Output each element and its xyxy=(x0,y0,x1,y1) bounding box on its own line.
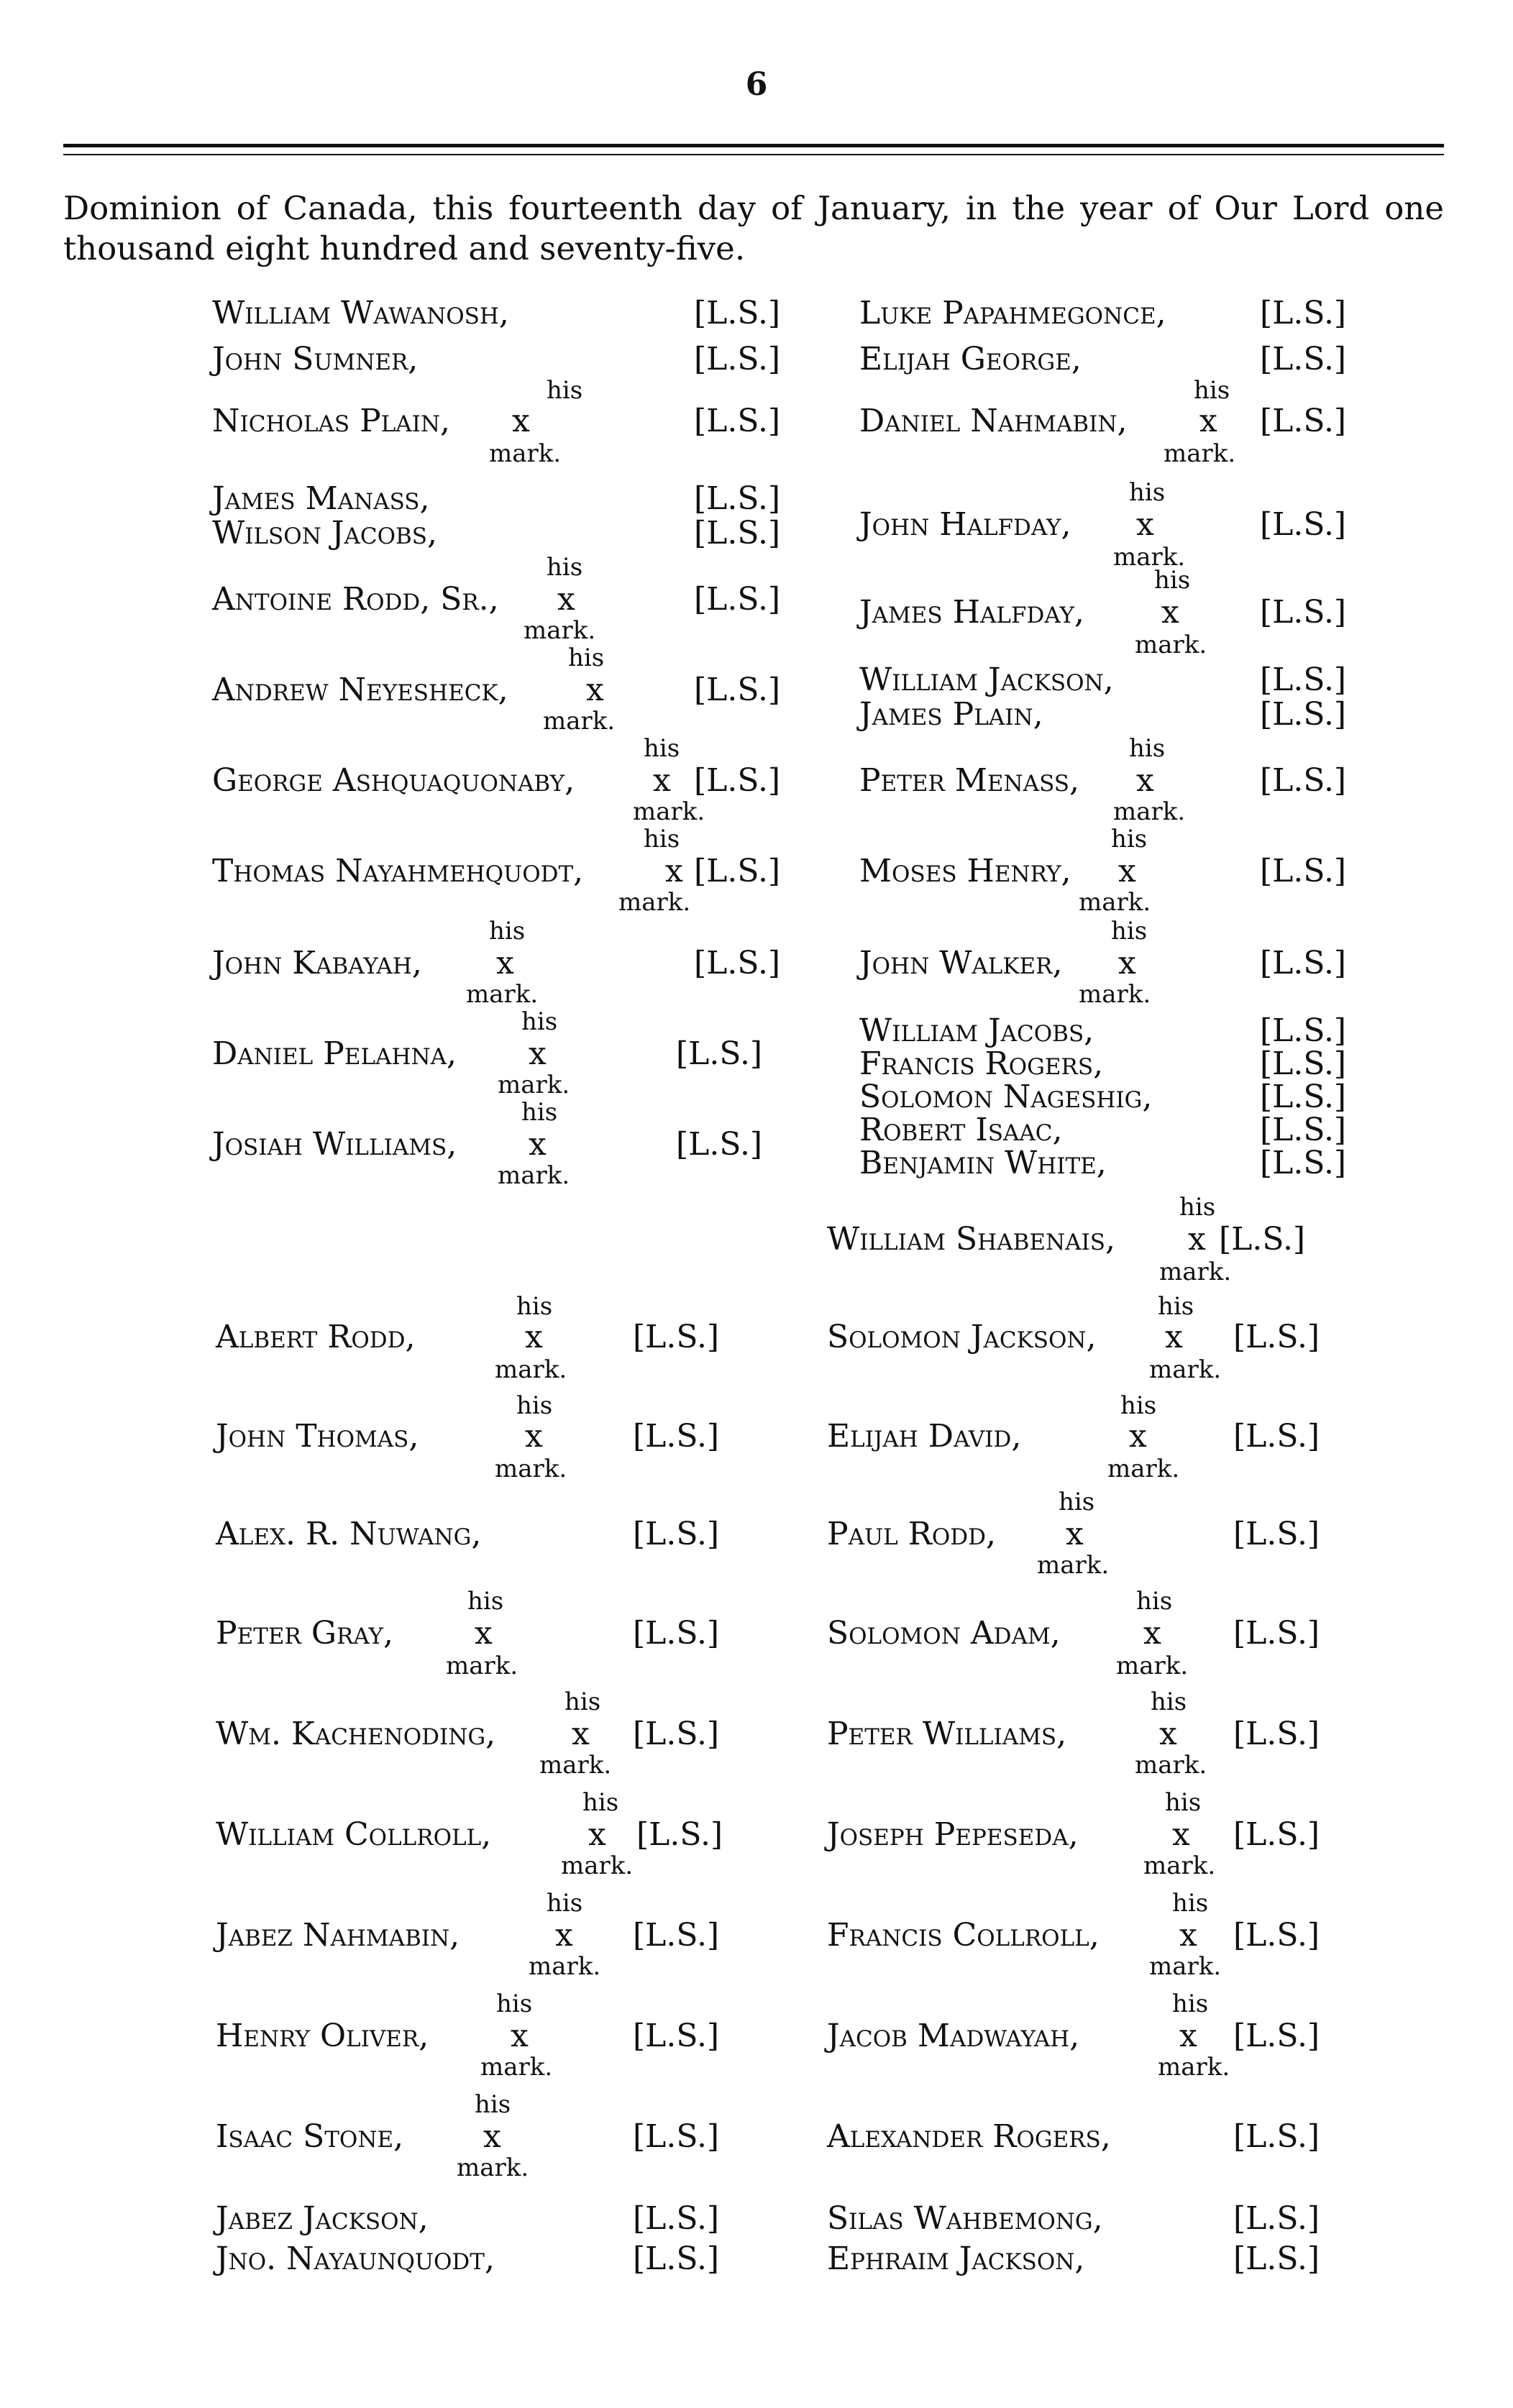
seal: [L.S.] xyxy=(676,1126,763,1163)
mark-label: mark. xyxy=(529,1952,601,1981)
signatory-name: Thomas Nayahmehquodt, xyxy=(212,853,584,889)
x-mark: x xyxy=(1179,1917,1197,1954)
mark-label: mark. xyxy=(1143,1851,1216,1880)
seal: [L.S.] xyxy=(1260,295,1347,331)
signatory-name: John Walker, xyxy=(859,945,1063,981)
signatory-name: Josiah Williams, xyxy=(212,1126,457,1163)
x-mark: x xyxy=(555,1917,573,1954)
his-label: his xyxy=(564,1688,601,1716)
seal: [L.S.] xyxy=(633,1917,720,1954)
signatory-name: John Thomas, xyxy=(216,1418,419,1455)
his-label: his xyxy=(475,2090,511,2119)
mark-label: mark. xyxy=(480,2053,553,2082)
his-label: his xyxy=(516,1391,553,1420)
x-mark: x xyxy=(572,1716,590,1752)
signatory-name: Peter Menass, xyxy=(859,762,1079,799)
signatory-name: Robert Isaac, xyxy=(859,1112,1063,1148)
x-mark: x xyxy=(1199,403,1217,439)
x-mark: x xyxy=(1161,594,1179,631)
x-mark: x xyxy=(1118,853,1136,889)
his-label: his xyxy=(644,825,680,853)
signatory-name: Antoine Rodd, Sr., xyxy=(212,581,499,618)
mark-label: mark. xyxy=(498,1071,570,1099)
x-mark: x xyxy=(1179,2018,1197,2054)
signatory-name: William Jackson, xyxy=(859,661,1114,698)
seal: [L.S.] xyxy=(633,1418,720,1455)
signatory-name: Francis Collroll, xyxy=(827,1917,1100,1954)
mark-label: mark. xyxy=(489,439,562,468)
signatory-name: Jno. Nayaunquodt, xyxy=(216,2240,495,2277)
his-label: his xyxy=(547,376,583,405)
his-label: his xyxy=(547,553,583,582)
his-label: his xyxy=(521,1098,558,1127)
signatory-name: Benjamin White, xyxy=(859,1145,1107,1181)
signatory-name: George Ashquaquonaby, xyxy=(212,762,575,799)
seal: [L.S.] xyxy=(1233,1816,1320,1853)
x-mark: x xyxy=(1118,945,1136,981)
signatory-name: John Sumner, xyxy=(212,341,419,377)
signatory-name: Isaac Stone, xyxy=(216,2118,404,2155)
signatory-name: Peter Williams, xyxy=(827,1716,1067,1752)
seal: [L.S.] xyxy=(1260,945,1347,981)
signatory-name: Elijah David, xyxy=(827,1418,1022,1455)
his-label: his xyxy=(568,644,605,672)
signatory-name: William Jacobs, xyxy=(859,1012,1094,1049)
signatory-name: Peter Gray, xyxy=(216,1615,393,1652)
his-label: his xyxy=(1111,825,1148,853)
mark-label: mark. xyxy=(1135,1751,1207,1780)
x-mark: x xyxy=(529,1035,547,1072)
seal: [L.S.] xyxy=(1233,2200,1320,2237)
x-mark: x xyxy=(1159,1716,1177,1752)
seal: [L.S.] xyxy=(1260,1079,1347,1115)
mark-label: mark. xyxy=(457,2153,529,2182)
signatory-name: William Collroll, xyxy=(216,1816,492,1853)
mark-label: mark. xyxy=(498,1161,570,1190)
x-mark: x xyxy=(1188,1221,1206,1258)
seal: [L.S.] xyxy=(633,1319,720,1355)
his-label: his xyxy=(547,1889,583,1918)
mark-label: mark. xyxy=(524,616,596,645)
his-label: his xyxy=(1165,1788,1202,1817)
seal: [L.S.] xyxy=(1219,1221,1306,1258)
mark-label: mark. xyxy=(618,888,691,917)
his-label: his xyxy=(1172,1889,1209,1918)
signatory-name: Paul Rodd, xyxy=(827,1516,996,1552)
mark-label: mark. xyxy=(1149,1355,1222,1384)
seal: [L.S.] xyxy=(1233,1917,1320,1954)
seal: [L.S.] xyxy=(1233,2118,1320,2155)
his-label: his xyxy=(1136,1587,1173,1616)
seal: [L.S.] xyxy=(633,1516,720,1552)
x-mark: x xyxy=(665,853,683,889)
seal: [L.S.] xyxy=(694,581,781,618)
seal: [L.S.] xyxy=(633,1716,720,1752)
his-label: his xyxy=(1158,1292,1194,1321)
signatory-name: Joseph Pepeseda, xyxy=(827,1816,1079,1853)
seal: [L.S.] xyxy=(694,295,781,331)
x-mark: x xyxy=(1143,1615,1161,1652)
his-label: his xyxy=(1194,376,1230,405)
seal: [L.S.] xyxy=(633,2018,720,2054)
x-mark: x xyxy=(483,2118,501,2155)
seal: [L.S.] xyxy=(1233,1418,1320,1455)
his-label: his xyxy=(521,1007,558,1036)
mark-label: mark. xyxy=(1116,1652,1189,1680)
x-mark: x xyxy=(511,2018,529,2054)
his-label: his xyxy=(1179,1193,1216,1222)
his-label: his xyxy=(1151,1688,1187,1716)
mark-label: mark. xyxy=(633,797,705,826)
seal: [L.S.] xyxy=(1260,1012,1347,1049)
x-mark: x xyxy=(1165,1319,1183,1355)
mark-label: mark. xyxy=(561,1851,634,1880)
x-mark: x xyxy=(653,762,671,799)
his-label: his xyxy=(1154,566,1191,595)
x-mark: x xyxy=(496,945,514,981)
mark-label: mark. xyxy=(1158,2053,1230,2082)
his-label: his xyxy=(1172,1990,1209,2018)
seal: [L.S.] xyxy=(1260,762,1347,799)
x-mark: x xyxy=(525,1418,543,1455)
seal: [L.S.] xyxy=(1260,594,1347,631)
seal: [L.S.] xyxy=(694,515,781,551)
his-label: his xyxy=(467,1587,504,1616)
seal: [L.S.] xyxy=(676,1035,763,1072)
mark-label: mark. xyxy=(1113,543,1186,572)
mark-label: mark. xyxy=(543,707,616,736)
his-label: his xyxy=(1120,1391,1157,1420)
seal: [L.S.] xyxy=(636,1816,723,1853)
x-mark: x xyxy=(1129,1418,1147,1455)
signatory-name: James Halfday, xyxy=(859,594,1084,631)
signatory-name: Alex. R. Nuwang, xyxy=(216,1516,482,1552)
seal: [L.S.] xyxy=(694,762,781,799)
seal: [L.S.] xyxy=(694,403,781,439)
signatory-name: Albert Rodd, xyxy=(216,1319,416,1355)
signatory-name: Alexander Rogers, xyxy=(827,2118,1111,2155)
seal: [L.S.] xyxy=(1233,2240,1320,2277)
x-mark: x xyxy=(512,403,530,439)
seal: [L.S.] xyxy=(1233,1615,1320,1652)
mark-label: mark. xyxy=(1037,1551,1110,1580)
mark-label: mark. xyxy=(1079,888,1151,917)
x-mark: x xyxy=(586,672,604,708)
mark-label: mark. xyxy=(466,980,539,1009)
his-label: his xyxy=(1129,734,1166,763)
seal: [L.S.] xyxy=(694,341,781,377)
mark-label: mark. xyxy=(1113,797,1186,826)
signatory-name: William Shabenais, xyxy=(827,1221,1115,1258)
x-mark: x xyxy=(525,1319,543,1355)
his-label: his xyxy=(1111,917,1148,946)
x-mark: x xyxy=(1136,762,1154,799)
signatory-name: James Manass, xyxy=(212,480,430,517)
seal: [L.S.] xyxy=(694,853,781,889)
signatory-name: Luke Papahmegonce, xyxy=(859,295,1166,331)
signatory-name: Andrew Neyesheck, xyxy=(212,672,508,708)
signatory-name: John Halfday, xyxy=(859,506,1071,543)
signatory-name: William Wawanosh, xyxy=(212,295,509,331)
signatory-name: Henry Oliver, xyxy=(216,2018,429,2054)
signatory-name: Solomon Adam, xyxy=(827,1615,1061,1652)
mark-label: mark. xyxy=(1107,1455,1180,1483)
signatory-name: Solomon Nageshig, xyxy=(859,1079,1153,1115)
seal: [L.S.] xyxy=(1260,341,1347,377)
seal: [L.S.] xyxy=(633,1615,720,1652)
seal: [L.S.] xyxy=(1233,2018,1320,2054)
seal: [L.S.] xyxy=(694,945,781,981)
mark-label: mark. xyxy=(446,1652,518,1680)
mark-label: mark. xyxy=(539,1751,612,1780)
x-mark: x xyxy=(475,1615,493,1652)
mark-label: mark. xyxy=(1149,1952,1222,1981)
x-mark: x xyxy=(588,1816,606,1853)
signatory-name: Daniel Pelahna, xyxy=(212,1035,457,1072)
signatory-name: Silas Wahbemong, xyxy=(827,2200,1103,2237)
signatory-name: Nicholas Plain, xyxy=(212,403,451,439)
his-label: his xyxy=(1059,1488,1095,1516)
page-number: 6 xyxy=(745,66,768,103)
signatory-name: Solomon Jackson, xyxy=(827,1319,1097,1355)
signatory-name: Jabez Nahmabin, xyxy=(216,1917,460,1954)
seal: [L.S.] xyxy=(1233,1516,1320,1552)
seal: [L.S.] xyxy=(1233,1319,1320,1355)
seal: [L.S.] xyxy=(633,2118,720,2155)
x-mark: x xyxy=(529,1126,547,1163)
signatory-name: Daniel Nahmabin, xyxy=(859,403,1128,439)
signatory-name: Jacob Madwayah, xyxy=(827,2018,1080,2054)
x-mark: x xyxy=(557,581,575,618)
his-label: his xyxy=(489,917,526,946)
x-mark: x xyxy=(1136,506,1154,543)
signatory-name: Moses Henry, xyxy=(859,853,1071,889)
signatory-name: Wm. Kachenoding, xyxy=(216,1716,496,1752)
his-label: his xyxy=(644,734,680,763)
seal: [L.S.] xyxy=(1260,1045,1347,1082)
his-label: his xyxy=(496,1990,533,2018)
mark-label: mark. xyxy=(1159,1258,1232,1286)
x-mark: x xyxy=(1172,1816,1190,1853)
mark-label: mark. xyxy=(495,1355,567,1384)
seal: [L.S.] xyxy=(1260,696,1347,733)
signatory-name: Wilson Jacobs, xyxy=(212,515,437,551)
seal: [L.S.] xyxy=(633,2240,720,2277)
seal: [L.S.] xyxy=(633,2200,720,2237)
signatory-name: Ephraim Jackson, xyxy=(827,2240,1085,2277)
signatory-name: Francis Rogers, xyxy=(859,1045,1104,1082)
seal: [L.S.] xyxy=(694,672,781,708)
mark-label: mark. xyxy=(1135,631,1207,659)
mark-label: mark. xyxy=(1164,439,1236,468)
his-label: his xyxy=(1129,478,1166,507)
mark-label: mark. xyxy=(1079,980,1151,1009)
seal: [L.S.] xyxy=(694,480,781,517)
x-mark: x xyxy=(1066,1516,1084,1552)
his-label: his xyxy=(516,1292,553,1321)
seal: [L.S.] xyxy=(1260,661,1347,698)
seal: [L.S.] xyxy=(1233,1716,1320,1752)
seal: [L.S.] xyxy=(1260,506,1347,543)
signatory-name: Jabez Jackson, xyxy=(216,2200,429,2237)
signatory-name: Elijah George, xyxy=(859,341,1082,377)
preamble-text: Dominion of Canada, this fourteenth day of January, in the year of Our Lord one thousand eight hundred and seventy-five. xyxy=(63,189,1444,267)
his-label: his xyxy=(582,1788,619,1817)
seal: [L.S.] xyxy=(1260,853,1347,889)
mark-label: mark. xyxy=(495,1455,567,1483)
signatory-name: John Kabayah, xyxy=(212,945,422,981)
seal: [L.S.] xyxy=(1260,403,1347,439)
signatory-name: James Plain, xyxy=(859,696,1043,733)
seal: [L.S.] xyxy=(1260,1112,1347,1148)
seal: [L.S.] xyxy=(1260,1145,1347,1181)
